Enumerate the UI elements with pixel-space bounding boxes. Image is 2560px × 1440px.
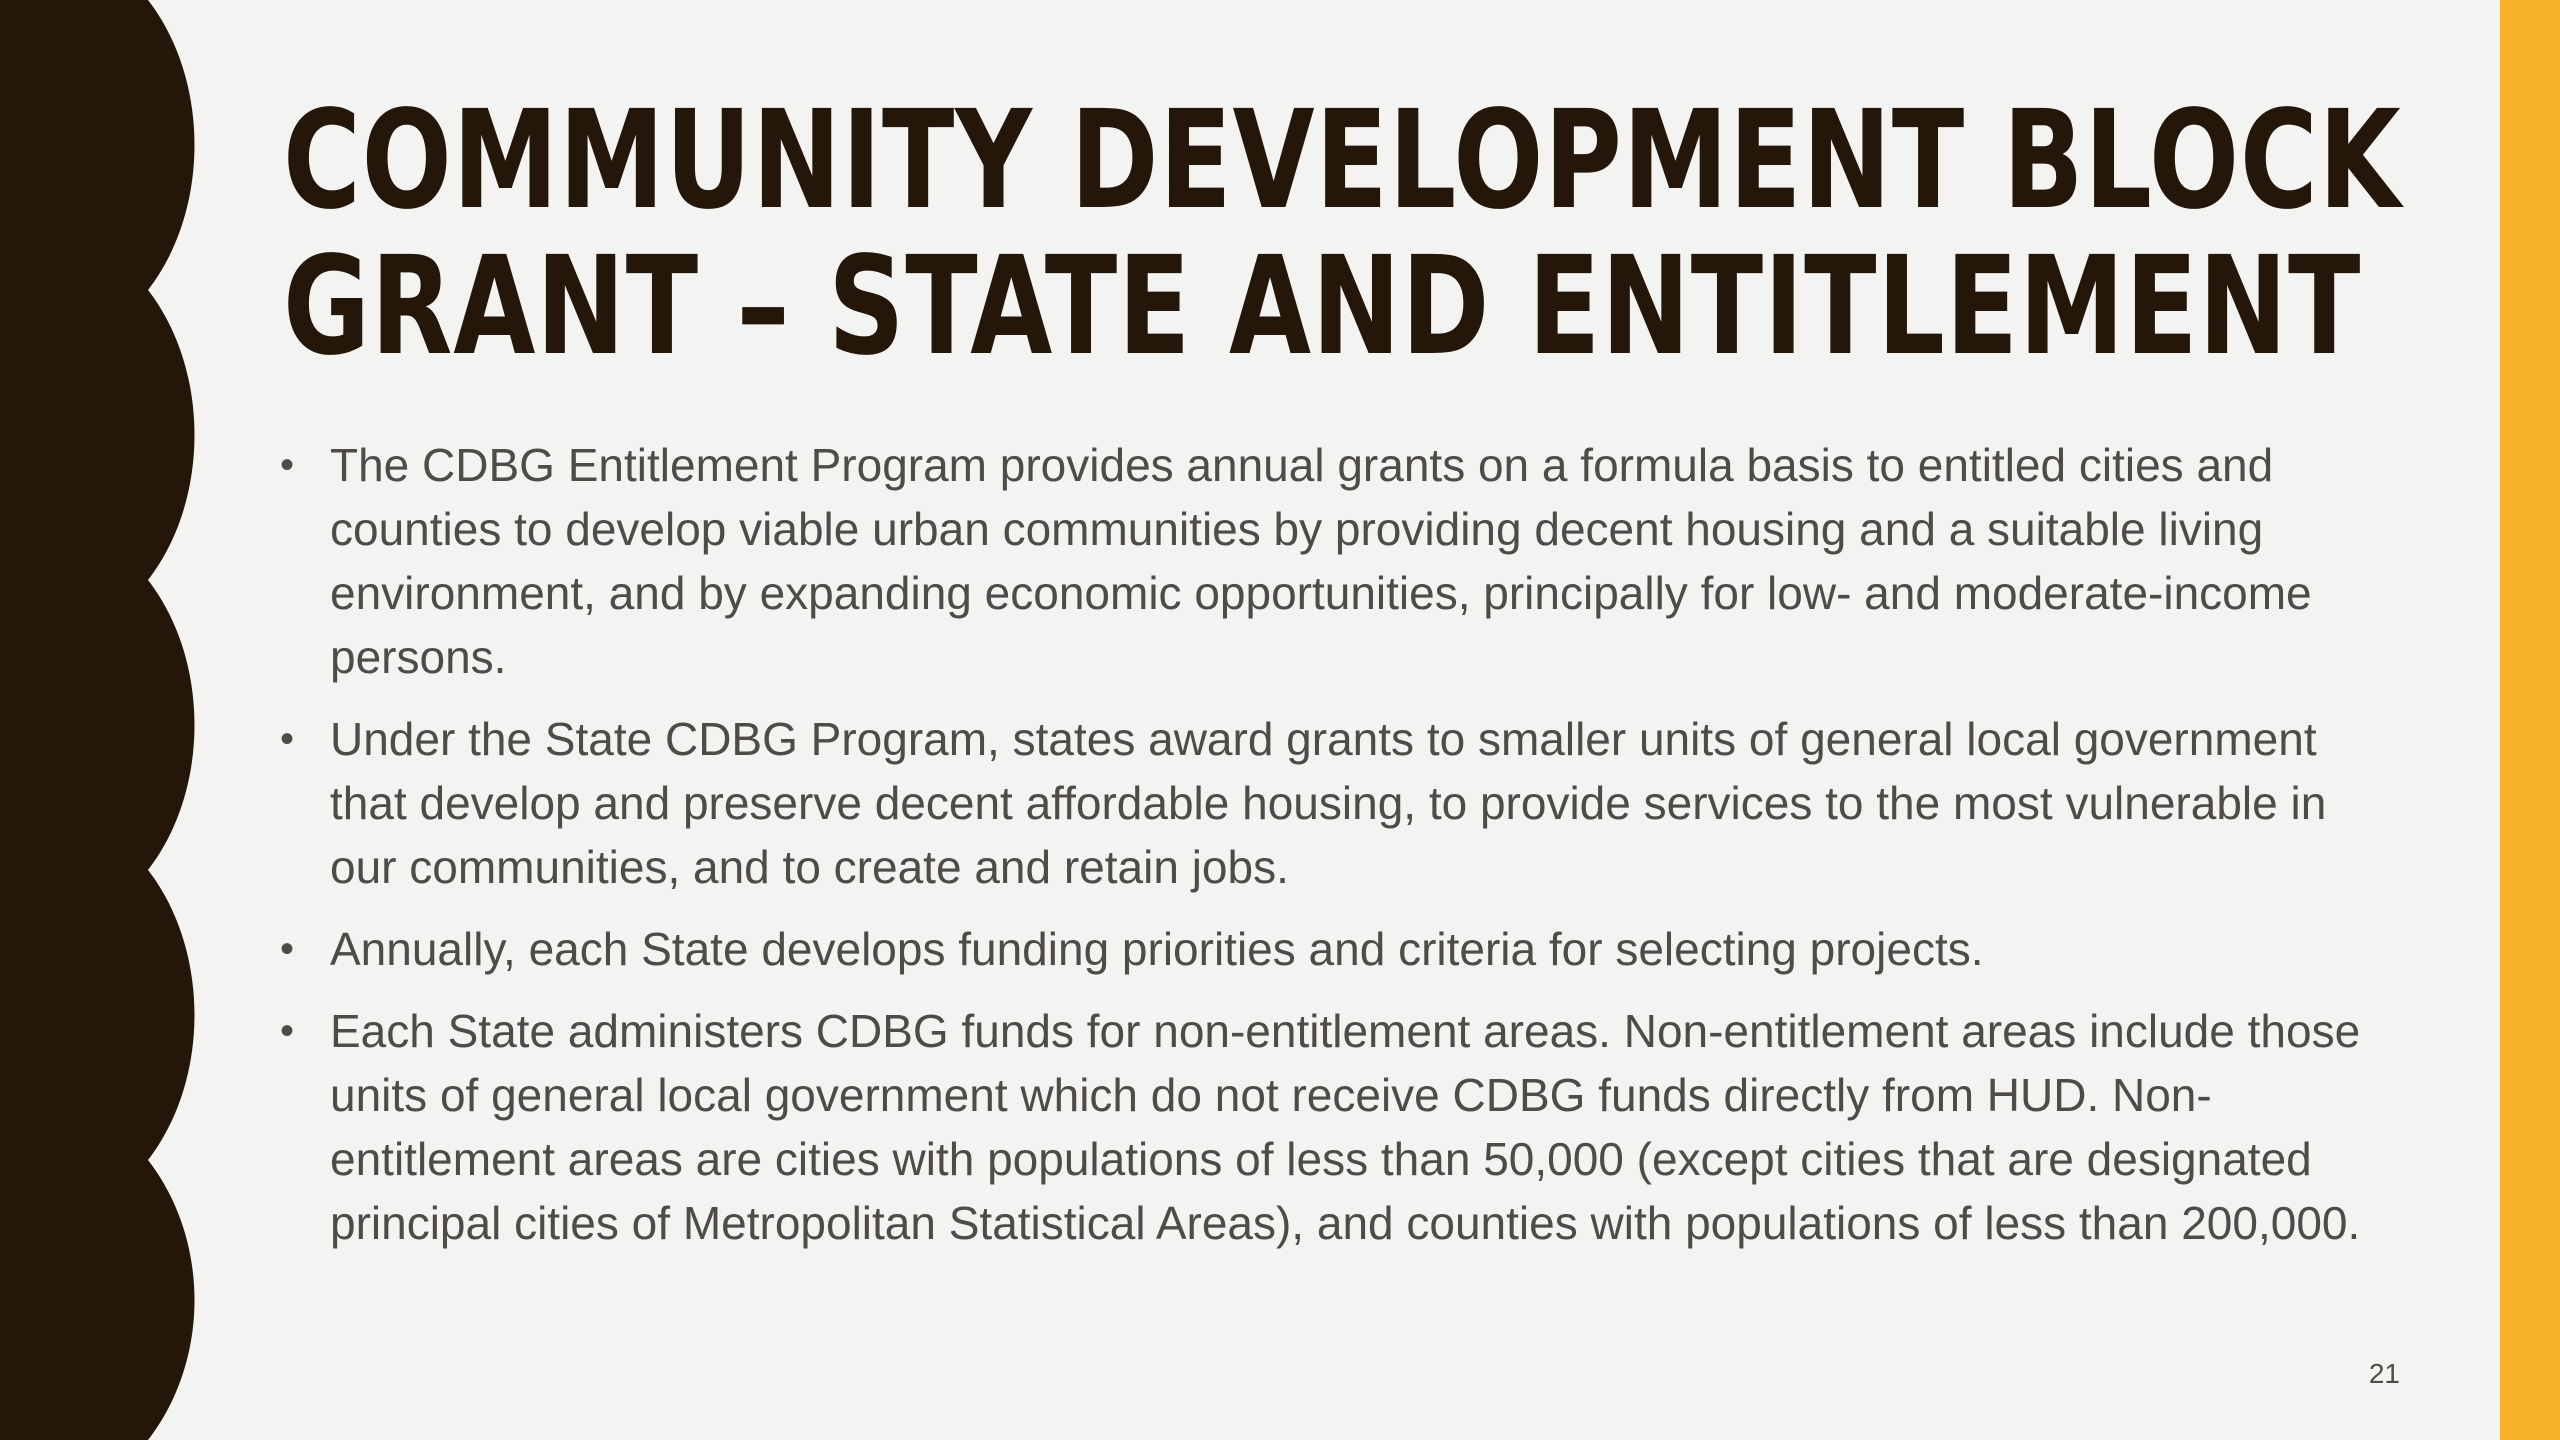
bullet-text: Each State administers CDBG funds for non-entitlement areas. Non-entitlement areas include those units of general local government which do not receive CDBG funds directly from HUD. Non-entitlement areas are cities with populations of less than 50,000 (except cities that are designated principal cities of Metropolitan Statistical Areas), and counties with populations of less than 200,000. <box>330 1005 2361 1249</box>
bullet-marker: • <box>280 1009 295 1053</box>
wavy-band-shape <box>0 0 195 1440</box>
slide-title <box>283 82 2402 386</box>
bullet-list <box>280 433 2390 1273</box>
bullet-item <box>280 433 2390 689</box>
bullet-marker: • <box>280 927 295 971</box>
bullet-item <box>280 999 2390 1255</box>
accent-right-band <box>2500 0 2560 1440</box>
wavy-left-band <box>0 0 200 1440</box>
bullet-marker: • <box>280 443 295 487</box>
bullet-marker: • <box>280 717 295 761</box>
bullet-item <box>280 707 2390 899</box>
bullet-text: Annually, each State develops funding priorities and criteria for selecting projects. <box>330 923 1984 975</box>
page-number: 21 <box>2368 1358 2400 1389</box>
bullet-text: Under the State CDBG Program, states award grants to smaller units of general local government that develop and preserve decent affordable housing, to provide services to the most vulnerable in our communities, and to create and retain jobs. <box>330 713 2327 893</box>
bullet-item <box>280 917 2390 981</box>
slide-title-line-2: GRANT – STATE AND ENTITLEMENT <box>283 228 2362 386</box>
bullet-text: The CDBG Entitlement Program provides annual grants on a formula basis to entitled cities and counties to develop viable urban communities by providing decent housing and a suitable living environment, and by expanding economic opportunities, principally for low- and moderate-income persons. <box>330 439 2312 683</box>
slide-title-line-1: COMMUNITY DEVELOPMENT BLOCK <box>283 82 2402 240</box>
